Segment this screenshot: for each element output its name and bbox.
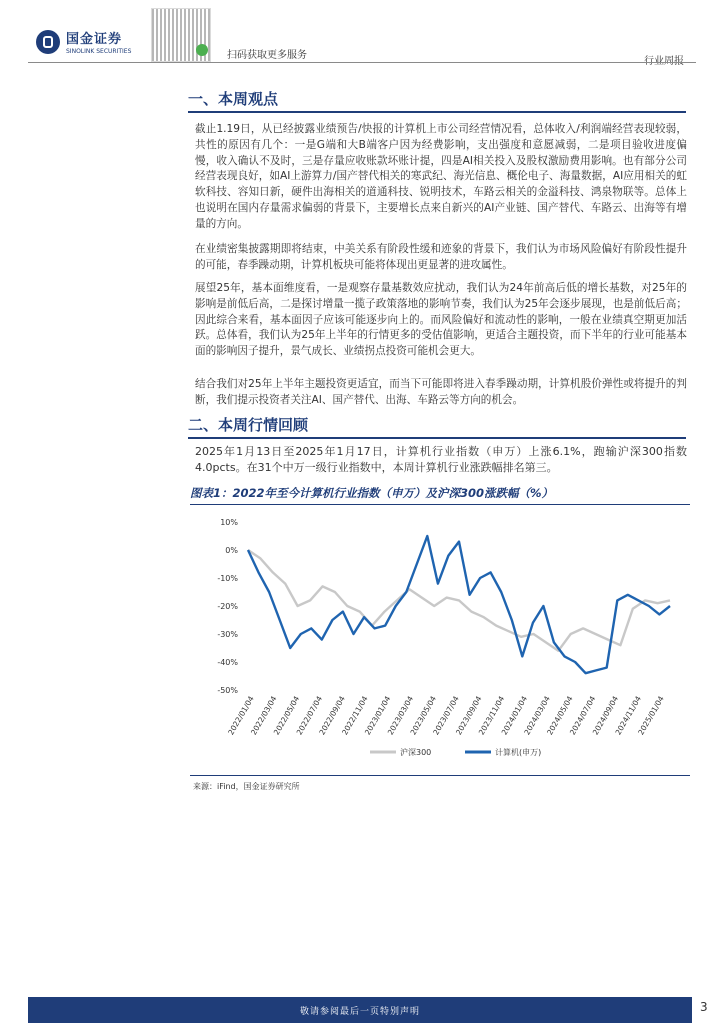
y-tick-label: -50% [217, 686, 238, 695]
figure-source: 来源：iFind，国金证券研究所 [193, 782, 300, 791]
brand-logo [36, 28, 131, 55]
legend-label: 沪深300 [400, 748, 432, 757]
section-divider [188, 437, 686, 439]
brand-name-cn: 国金证券 [66, 32, 123, 47]
series-line-computer [248, 536, 670, 673]
brand-logo-icon [36, 30, 60, 54]
series-line-hs300 [248, 550, 670, 651]
x-tick-label: 2022/07/04 [294, 694, 325, 737]
paragraph-1: 截止1.19日，从已经披露业绩预告/快报的计算机上市公司经营情况看，总体收入/利润端经营表现较弱，共性的原因有几个：一是G端和大B端客户因为经费影响，支出强度和意愿减弱，二是项目验收进度偏慢，收入确认不及时，三是存量应收账款坏账计提，四是AI相关投入及股权激励费用影响。也有部分公司经营表现良好，如AI上游算力/国产替代相关的寒武纪、海光信息、概伦电子、海量数据，AI应用相关的虹软科技、容知日新，硬件出海相关的道通科技、锐明技术，车路云相关的金溢科技、鸿泉物联等。总体上也说明在国内存量需求偏弱的背景下，主要增长点来自新兴的AI产业链、国产替代、车路云、出海等有增量的方向。 [195, 123, 687, 230]
wechat-badge-icon [196, 44, 208, 56]
x-tick-label: 2023/03/04 [385, 694, 416, 737]
section-title-weekly-view: 一、本周观点 [188, 90, 279, 108]
x-tick-label: 2022/09/04 [317, 694, 347, 737]
y-tick-label: -40% [217, 658, 238, 667]
y-tick-label: 0% [225, 546, 238, 555]
brand-name-en: SINOLINK SECURITIES [66, 48, 132, 55]
scan-prompt: 扫码获取更多服务 [227, 50, 307, 61]
y-tick-label: -20% [217, 602, 238, 611]
x-tick-label: 2022/03/04 [249, 694, 279, 737]
section-title-market-review: 二、本周行情回顾 [188, 416, 309, 434]
market-review-paragraph: 2025年1月13日至2025年1月17日，计算机行业指数（申万）上涨6.1%，跑输沪深300指数4.0pcts。在31个中万一级行业指数中，本周计算机行业涨跌幅排名第三。 [195, 445, 687, 474]
figure-title: 图表1：2022年至今计算机行业指数（申万）及沪深300涨跌幅（%） [190, 485, 690, 505]
footer-disclaimer: 敬请参阅最后一页特别声明 [299, 1007, 420, 1017]
x-tick-label: 2024/11/04 [613, 694, 643, 737]
line-chart [190, 504, 690, 774]
paragraph-4: 结合我们对25年上半年主题投资更适宜，而当下可能即将进入春季躁动期，计算机股价弹性或将提升的判断，我们提示投资者关注AI、国产替代、出海、车路云等方向的机会。 [195, 378, 687, 406]
x-tick-label: 2024/07/04 [567, 694, 598, 737]
report-type-label [644, 52, 684, 67]
x-tick-label: 2022/01/04 [226, 694, 256, 737]
x-tick-label: 2023/09/04 [454, 694, 484, 737]
header-divider [28, 62, 696, 63]
x-tick-label: 2025/01/04 [636, 694, 666, 737]
x-tick-label: 2023/01/04 [362, 694, 393, 737]
y-tick-label: -10% [217, 574, 238, 583]
legend-label: 计算机(申万) [495, 748, 542, 757]
section-divider [188, 111, 686, 113]
footer-bar [28, 997, 692, 1023]
x-tick-label: 2023/05/04 [408, 694, 438, 737]
page-number: 3 [700, 1000, 708, 1014]
x-tick-label: 2023/11/04 [476, 694, 507, 737]
x-tick-label: 2023/07/04 [431, 694, 461, 737]
x-tick-label: 2024/03/04 [522, 694, 552, 737]
x-tick-label: 2022/05/04 [271, 694, 302, 737]
x-tick-label: 2024/09/04 [590, 694, 621, 737]
x-tick-label: 2022/11/04 [340, 694, 370, 737]
y-tick-label: 10% [220, 518, 238, 527]
x-tick-label: 2024/01/04 [499, 694, 530, 737]
x-tick-label: 2024/05/04 [545, 694, 575, 737]
y-tick-label: -30% [217, 630, 238, 639]
paragraph-2: 在业绩密集披露期即将结束，中美关系有阶段性缓和迹象的背景下，我们认为市场风险偏好有阶段性提升的可能，春季躁动期，计算机板块可能将体现出更显著的进攻属性。 [195, 243, 687, 271]
figure-bottom-divider [190, 775, 690, 776]
paragraph-3: 展望25年，基本面维度看，一是观察存量基数效应扰动，我们认为24年前高后低的增长基数，对25年的影响是前低后高，二是探讨增量一揽子政策落地的影响节奏，我们认为25年会逐步展现，也是前低后高；因此综合来看，基本面因子应该可能逐步向上的。而风险偏好和流动性的影响，一般在业绩真空期更加活跃。总体看，我们认为25年上半年的行情更多的受估值影响，更适合主题投资，而下半年的行业可能基本面的影响因子提升，景气成长、业绩拐点投资可能机会更大。 [195, 282, 687, 358]
